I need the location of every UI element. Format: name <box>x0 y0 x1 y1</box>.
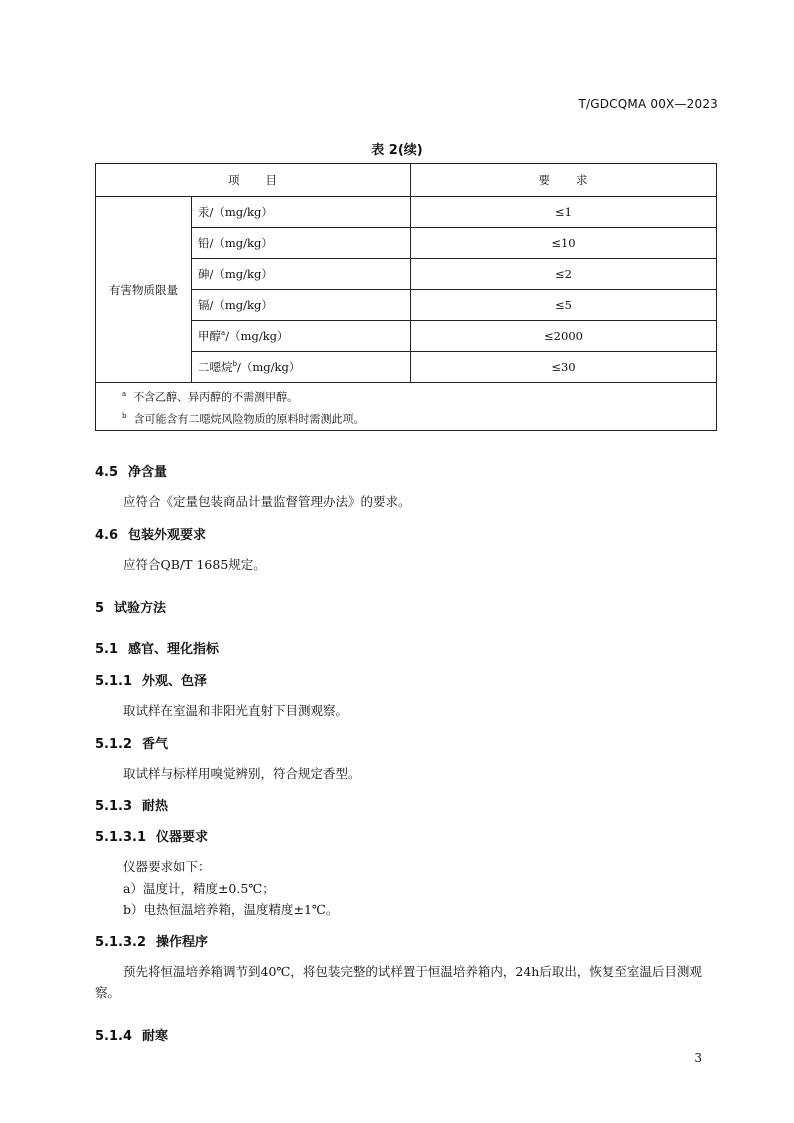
footnote-mark: a <box>221 329 226 338</box>
section-heading <box>95 597 166 616</box>
item-name: 铅/（mg/kg） <box>198 236 273 250</box>
section-title: 仪器要求 <box>156 830 209 845</box>
item-cell <box>192 352 411 383</box>
section-number: 5.1 <box>95 642 119 657</box>
header-item: 项 目 <box>96 164 411 197</box>
section-title: 试验方法 <box>114 601 167 616</box>
section-heading <box>95 638 219 657</box>
item-cell <box>192 321 411 352</box>
section-number: 5.1.1 <box>95 674 133 689</box>
note-text: 含可能含有二噁烷风险物质的原料时需测此项。 <box>133 412 365 426</box>
section-heading <box>95 931 208 950</box>
paragraph: 应符合《定量包装商品计量监督管理办法》的要求。 <box>123 494 411 509</box>
table-note <box>122 407 690 429</box>
section-number: 5.1.3 <box>95 799 133 814</box>
section-heading <box>95 461 167 480</box>
section-title: 外观、色泽 <box>142 674 208 689</box>
section-title: 包装外观要求 <box>128 528 207 543</box>
footnote-mark: b <box>122 411 127 420</box>
item-cell <box>192 259 411 290</box>
section-heading <box>95 524 206 543</box>
item-name: 汞/（mg/kg） <box>198 205 273 219</box>
section-title: 净含量 <box>128 465 168 480</box>
section-heading <box>95 826 208 845</box>
item-name: 二噁烷 <box>198 360 233 374</box>
table-notes <box>96 383 717 431</box>
item-cell <box>192 290 411 321</box>
section-heading <box>95 670 207 689</box>
section-title: 耐寒 <box>142 1029 169 1044</box>
value-cell: ≤2000 <box>411 321 717 352</box>
section-number: 5.1.3.2 <box>95 935 146 950</box>
value-cell: ≤30 <box>411 352 717 383</box>
table-caption: 表 2(续) <box>371 143 423 158</box>
paragraph: 取试样在室温和非阳光直射下目测观察。 <box>123 703 349 718</box>
section-title: 感官、理化指标 <box>128 642 220 657</box>
section-title: 耐热 <box>142 799 169 814</box>
note-text: 不含乙醇、异丙醇的不需测甲醇。 <box>133 390 299 404</box>
table-row <box>96 197 717 228</box>
table-notes-row <box>96 383 717 431</box>
value-cell: ≤2 <box>411 259 717 290</box>
paragraph: 应符合QB/T 1685规定。 <box>123 557 266 572</box>
section-number: 5.1.2 <box>95 737 133 752</box>
item-cell <box>192 197 411 228</box>
category-cell: 有害物质限量 <box>96 197 192 383</box>
footnote-mark: a <box>122 390 127 398</box>
footnote-mark: b <box>232 360 237 369</box>
item-unit: /（mg/kg） <box>225 329 289 343</box>
section-number: 4.6 <box>95 528 119 543</box>
list-item: b）电热恒温培养箱，温度精度±1℃。 <box>123 902 339 917</box>
item-cell <box>192 228 411 259</box>
section-heading <box>95 795 168 814</box>
section-number: 5.1.4 <box>95 1029 133 1044</box>
value-cell: ≤10 <box>411 228 717 259</box>
section-number: 5 <box>95 601 105 616</box>
section-number: 4.5 <box>95 465 119 480</box>
section-heading <box>95 1025 168 1044</box>
item-unit: /（mg/kg） <box>236 360 301 374</box>
value-cell: ≤5 <box>411 290 717 321</box>
table-note <box>122 385 690 407</box>
list-item: a）温度计，精度±0.5℃； <box>123 881 275 896</box>
item-name: 甲醇 <box>198 329 221 343</box>
section-title: 香气 <box>142 737 169 752</box>
table-header-row <box>96 164 717 197</box>
header-requirement: 要 求 <box>411 164 717 197</box>
paragraph: 预先将恒温培养箱调节到40℃，将包装完整的试样置于恒温培养箱内，24h后取出，恢复至室温后目测观察。 <box>95 964 702 1000</box>
document-code: T/GDCQMA 00X—2023 <box>578 97 718 111</box>
paragraph: 仪器要求如下： <box>123 859 211 874</box>
paragraph: 取试样与标样用嗅觉辨别，符合规定香型。 <box>123 766 361 781</box>
section-heading <box>95 733 168 752</box>
section-title: 操作程序 <box>156 935 209 950</box>
section-number: 5.1.3.1 <box>95 830 146 845</box>
item-name: 砷/（mg/kg） <box>198 267 273 281</box>
requirements-table <box>95 163 717 431</box>
item-name: 镉/（mg/kg） <box>198 298 273 312</box>
value-cell: ≤1 <box>411 197 717 228</box>
page-number: 3 <box>694 1051 702 1065</box>
